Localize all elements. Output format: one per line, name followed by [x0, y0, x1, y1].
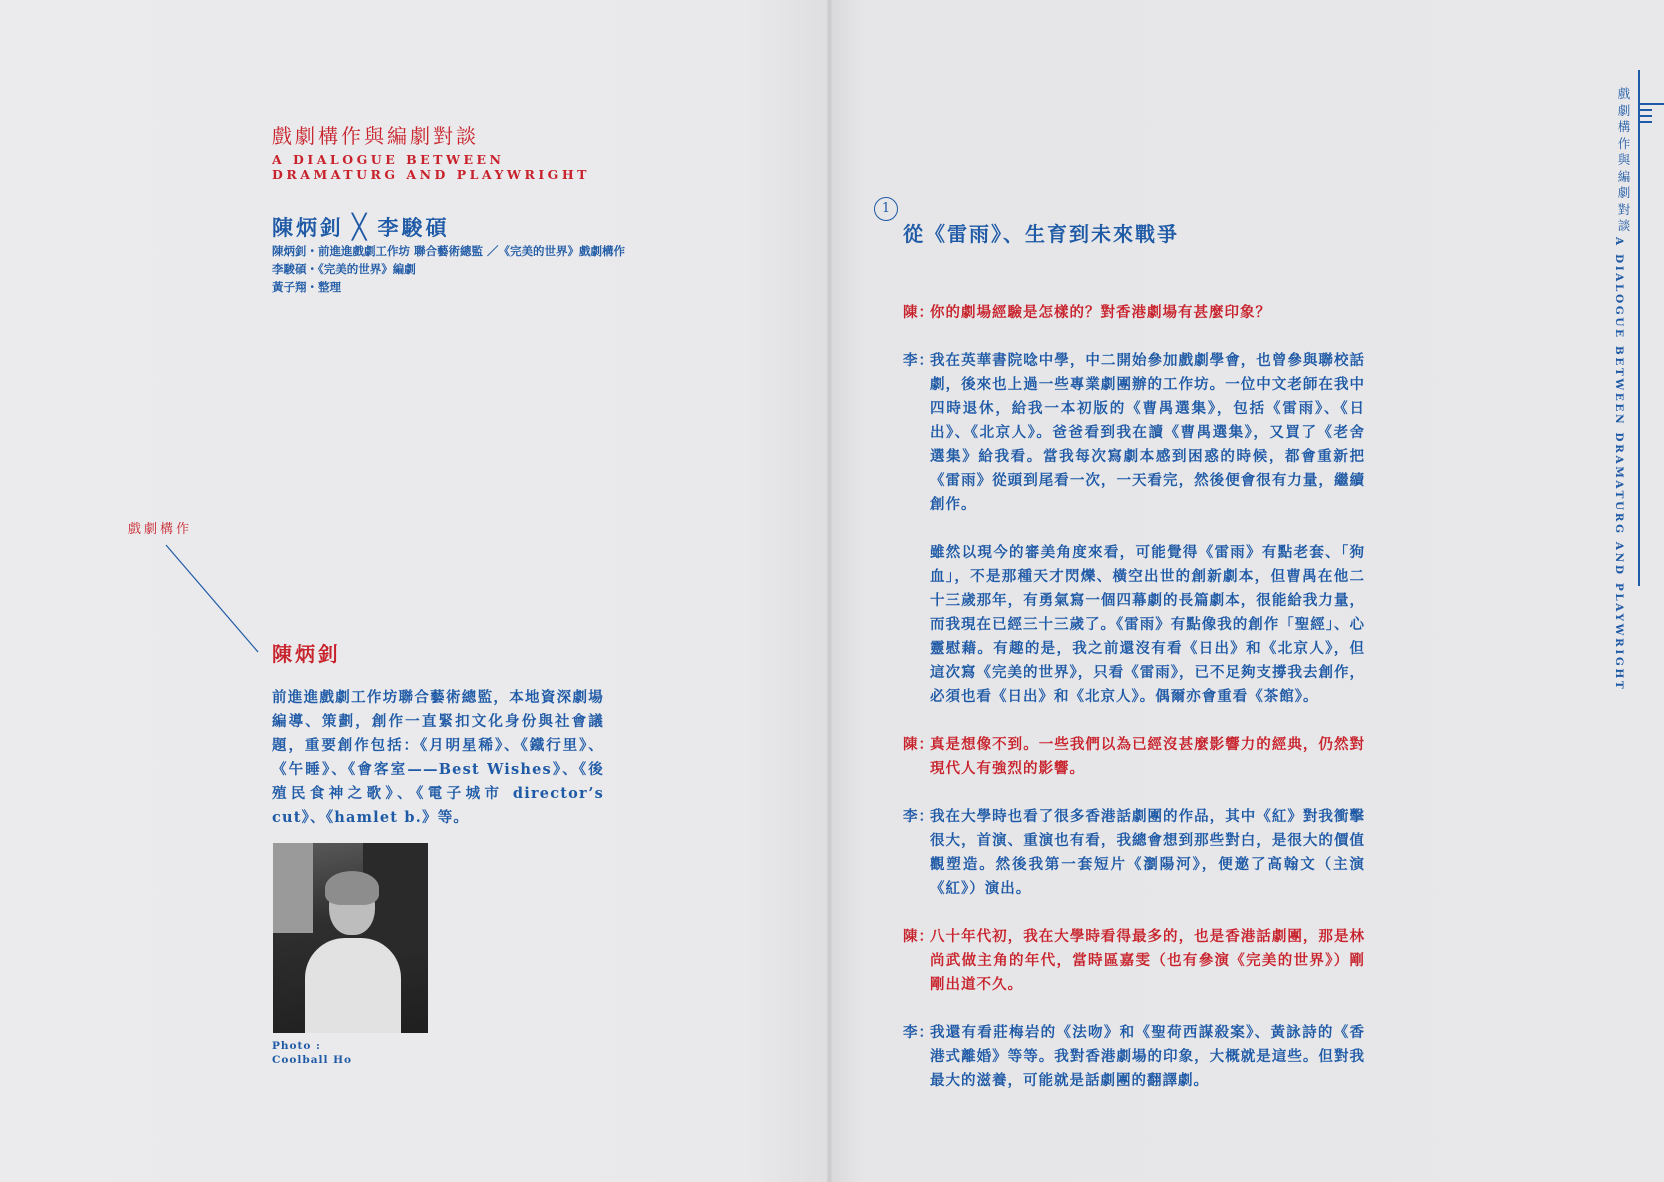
dialogue-paragraph: 我還有看莊梅岩的《法吻》和《聖荷西謀殺案》、黃詠詩的《香港式離婚》等等。我對香港劇場的印象，大概就是這些。但對我最大的滋養，可能就是話劇團的翻譯劇。	[930, 1024, 1365, 1089]
dialogue-paragraph: 雖然以現今的審美角度來看，可能覺得《雷雨》有點老套、「狗血」，不是那種天才閃爍、橫空出世的創新劇本，但曹禺在他二十三歲那年，有勇氣寫一個四幕劇的長篇劇本，很能給我力量，而我現在已經三十三歲了。《雷雨》有點像我的創作「聖經」、心靈慰藉。有趣的是，我之前還沒有看《日出》和《北京人》，但這次寫《完美的世界》，只看《雷雨》，已不足夠支撐我去創作，必須也看《日出》和《北京人》。偶爾亦會重看《茶館》。	[930, 544, 1365, 705]
speaker-label: 陳：	[903, 928, 934, 945]
credit-line: 李駿碩・《完美的世界》編劇	[272, 262, 416, 276]
role-label: 戲劇構作	[128, 522, 193, 537]
dialogue	[903, 301, 1365, 1117]
photo-caption-label: Photo :	[272, 1040, 321, 1052]
bio-name: 陳炳釗	[272, 642, 341, 666]
participant-a: 陳炳釗	[272, 215, 344, 240]
dialogue-turn	[903, 805, 1365, 901]
bio-text: 前進進戲劇工作坊聯合藝術總監，本地資深劇場編導、策劃，創作一直緊扣文化身份與社會議題，重要創作包括：《月明星稀》、《鐵行里》、《午睡》、《會客室——Best Wishes》、《後殖民食神之歌》、《電子城市 director’s cut》、《hamlet b.》等。	[272, 689, 604, 826]
dialogue-turn	[903, 349, 1365, 709]
speaker-label: 李：	[903, 808, 934, 825]
speaker-label: 陳：	[903, 736, 934, 753]
article-title-zh: 戲劇構作與編劇對談	[272, 124, 479, 148]
dialogue-paragraph: 我在大學時也看了很多香港話劇團的作品，其中《紅》對我衝擊很大，首演、重演也有看，我總會想到那些對白，是很大的價值觀塑造。然後我第一套短片《瀏陽河》，便邀了高翰文（主演《紅》）演出。	[930, 808, 1365, 897]
dialogue-paragraph: 你的劇場經驗是怎樣的？對香港劇場有甚麼印象？	[930, 304, 1271, 321]
running-title-zh-text: 戲劇構作與編劇對談	[1617, 86, 1631, 233]
section-title: 從《雷雨》、生育到未來戰爭	[903, 222, 1179, 246]
running-title-rule	[1638, 70, 1640, 586]
portrait-photo	[273, 843, 428, 1033]
participant-b: 李駿碩	[377, 215, 450, 240]
dialogue-turn	[903, 1021, 1365, 1093]
rule-tick	[1638, 115, 1652, 117]
speaker-label: 陳：	[903, 304, 934, 321]
credit-line: 陳炳釗・前進進戲劇工作坊 聯合藝術總監 ／《完美的世界》戲劇構作	[272, 244, 626, 258]
credit-line: 黃子翔・整理	[272, 280, 341, 294]
photo-caption-credit: Coolball Ho	[272, 1054, 353, 1066]
article-title-en-line1: A DIALOGUE BETWEEN	[272, 152, 505, 167]
dialogue-turn	[903, 733, 1365, 781]
running-title-zh	[1615, 86, 1633, 235]
dialogue-turn	[903, 301, 1365, 325]
running-title-en: A DIALOGUE BETWEEN DRAMATURG AND PLAYWRIGHT	[1613, 237, 1625, 692]
dialogue-turn	[903, 925, 1365, 997]
rule-tick	[1638, 103, 1664, 105]
speaker-label: 李：	[903, 352, 934, 369]
article-title-en-line2: DRAMATURG AND PLAYWRIGHT	[272, 167, 590, 182]
cross-mark: ╳	[352, 213, 370, 241]
speaker-label: 李：	[903, 1024, 934, 1041]
rule-tick	[1638, 121, 1652, 123]
rule-tick	[1638, 109, 1652, 111]
dialogue-paragraph: 八十年代初，我在大學時看得最多的，也是香港話劇團，那是林尚武做主角的年代，當時區嘉雯（也有參演《完美的世界》）剛剛出道不久。	[930, 928, 1365, 993]
photo-caption	[272, 1039, 352, 1067]
dialogue-paragraph: 真是想像不到。一些我們以為已經沒甚麼影響力的經典，仍然對現代人有強烈的影響。	[930, 736, 1365, 777]
dialogue-paragraph: 我在英華書院唸中學，中二開始參加戲劇學會，也曾參與聯校話劇，後來也上過一些專業劇團辦的工作坊。一位中文老師在我中四時退休，給我一本初版的《曹禺選集》，包括《雷雨》、《日出》、《北京人》。爸爸看到我在讀《曹禺選集》，又買了《老舍選集》給我看。當我每次寫劇本感到困惑的時候，都會重新把《雷雨》從頭到尾看一次，一天看完，然後便會很有力量，繼續創作。	[930, 352, 1365, 513]
section-number: 1	[874, 197, 898, 221]
